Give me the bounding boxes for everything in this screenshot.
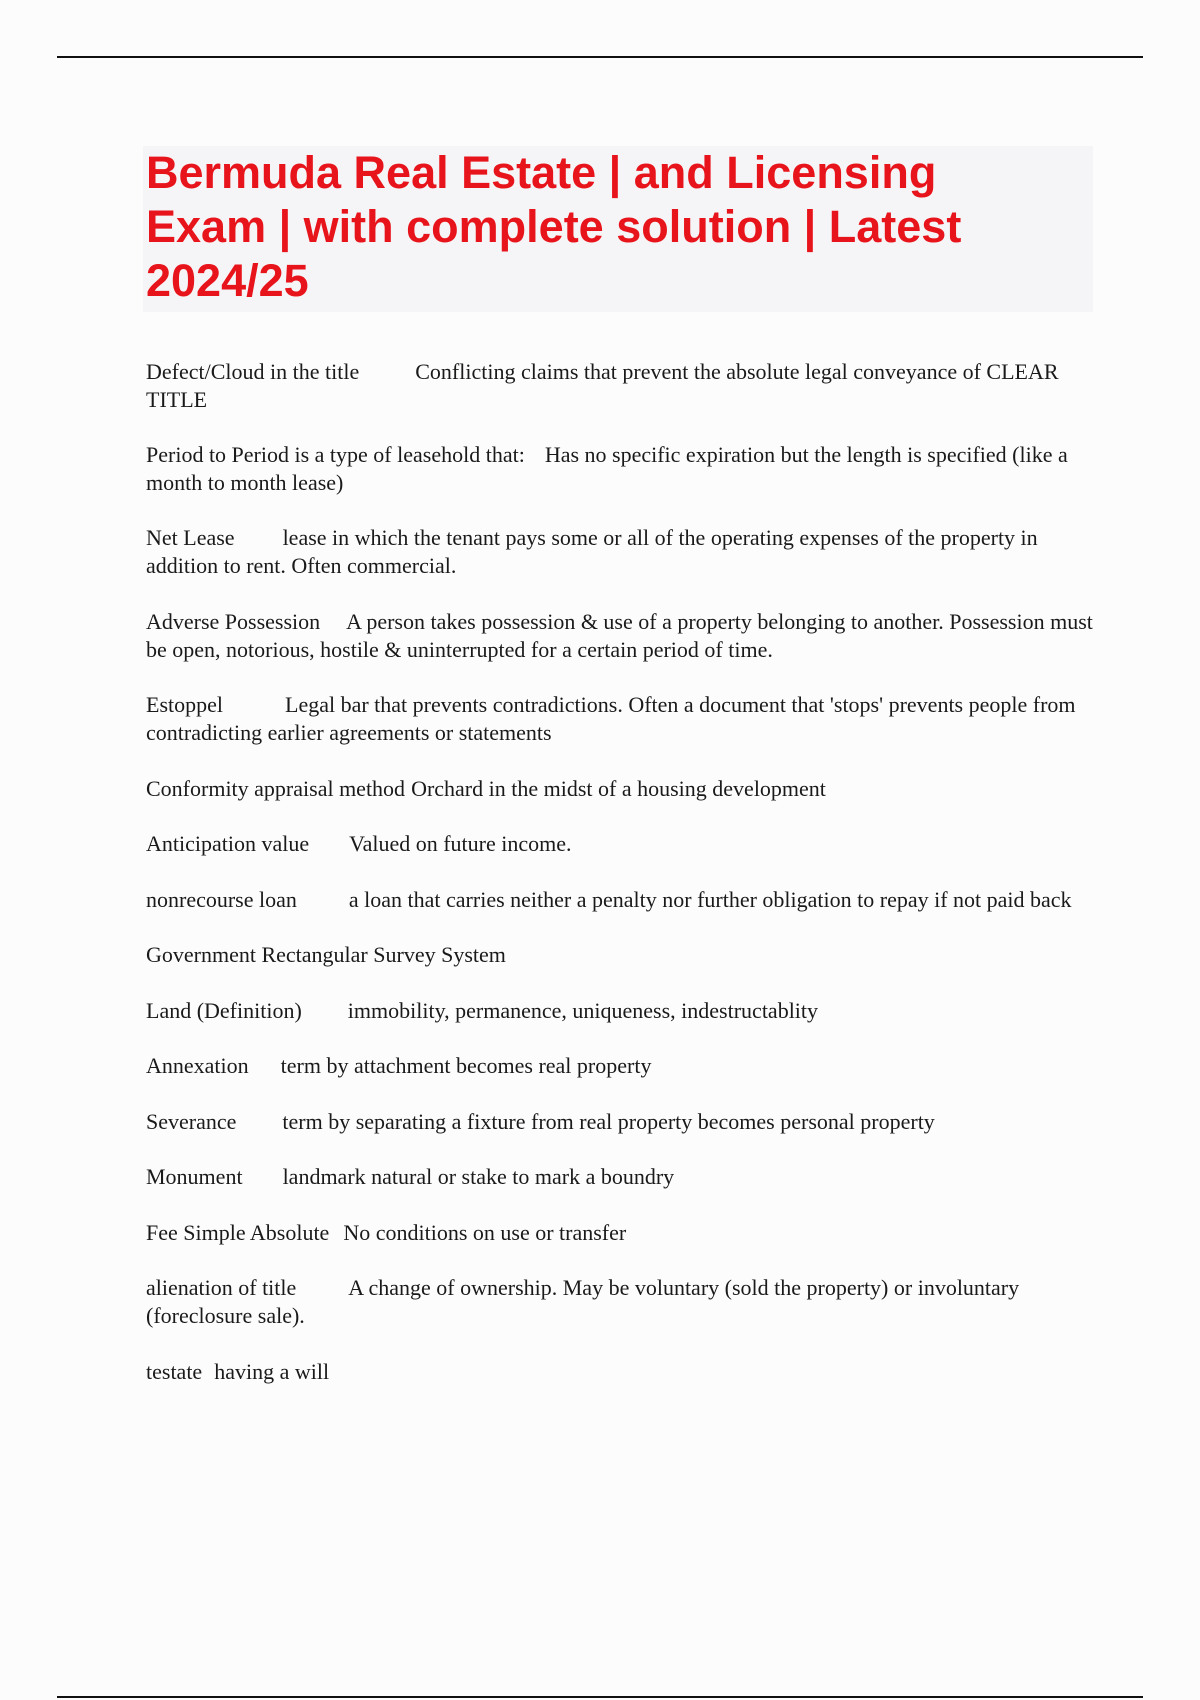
flashcard-entry — [146, 886, 1096, 914]
flashcard-entry — [146, 441, 1096, 497]
entry-term: Estoppel — [146, 692, 223, 717]
entry-term: Adverse Possession — [146, 609, 321, 634]
flashcard-entry — [146, 691, 1096, 747]
entry-definition: Orchard in the midst of a housing development — [411, 776, 826, 801]
top-rule — [57, 56, 1143, 58]
entry-definition: No conditions on use or transfer — [343, 1220, 627, 1245]
flashcard-entry — [146, 1052, 1096, 1080]
entry-definition: having a will — [214, 1359, 330, 1384]
entry-term: nonrecourse loan — [146, 887, 297, 912]
entry-definition: term by separating a fixture from real property becomes personal property — [282, 1109, 935, 1134]
entry-definition: Legal bar that prevents contradictions. Often a document that 'stops' prevents people from contradicting earlier agreements or statements — [146, 692, 1082, 745]
flashcard-entry — [146, 358, 1096, 414]
flashcard-list — [146, 358, 1099, 1384]
flashcard-entry — [146, 1163, 1096, 1191]
entry-term: Period to Period is a type of leasehold that: — [146, 442, 525, 467]
entry-term: Land (Definition) — [146, 998, 302, 1023]
entry-term: Anticipation value — [146, 831, 310, 856]
entry-term: testate — [146, 1359, 203, 1384]
entry-definition: landmark natural or stake to mark a boundry — [282, 1164, 675, 1189]
entry-definition: a loan that carries neither a penalty nor further obligation to repay if not paid back — [348, 887, 1072, 912]
entry-term: Government Rectangular Survey System — [146, 942, 506, 967]
entry-term: Fee Simple Absolute — [146, 1220, 330, 1245]
flashcard-entry — [146, 941, 1096, 969]
entry-definition: lease in which the tenant pays some or all of the operating expenses of the property in addition to rent. Often commercial. — [146, 525, 1044, 578]
entry-definition: immobility, permanence, uniqueness, indestructablity — [347, 998, 819, 1023]
entry-term: Annexation — [146, 1053, 249, 1078]
document-title: Bermuda Real Estate | and Licensing Exam | with complete solution | Latest 2024/25 — [146, 147, 962, 306]
entry-term: Defect/Cloud in the title — [146, 359, 360, 384]
flashcard-entry — [146, 997, 1096, 1025]
flashcard-entry — [146, 830, 1096, 858]
entry-definition: Conflicting claims that prevent the absolute legal conveyance of CLEAR TITLE — [146, 359, 1064, 412]
entry-definition: Valued on future income. — [349, 831, 572, 856]
flashcard-entry — [146, 1219, 1096, 1247]
entry-definition: A person takes possession & use of a property belonging to another. Possession must be open, notorious, hostile & uninterrupted for a certain period of time. — [146, 609, 1099, 662]
entry-term: alienation of title — [146, 1275, 297, 1300]
entry-term: Monument — [146, 1164, 243, 1189]
entry-term: Net Lease — [146, 525, 235, 550]
entry-term: Conformity appraisal method — [146, 776, 406, 801]
entry-definition: A change of ownership. May be voluntary (sold the property) or involuntary (foreclosure sale). — [146, 1275, 1025, 1328]
flashcard-entry — [146, 775, 1096, 803]
entry-definition: term by attachment becomes real property — [280, 1053, 652, 1078]
bottom-rule — [57, 1696, 1143, 1698]
flashcard-entry — [146, 524, 1096, 580]
flashcard-entry — [146, 1274, 1096, 1330]
flashcard-entry — [146, 1358, 1096, 1386]
flashcard-entry — [146, 1108, 1096, 1136]
entry-term: Severance — [146, 1109, 237, 1134]
flashcard-entry — [146, 608, 1099, 664]
entry-definition: Has no specific expiration but the length is specified (like a month to month lease) — [146, 442, 1074, 495]
